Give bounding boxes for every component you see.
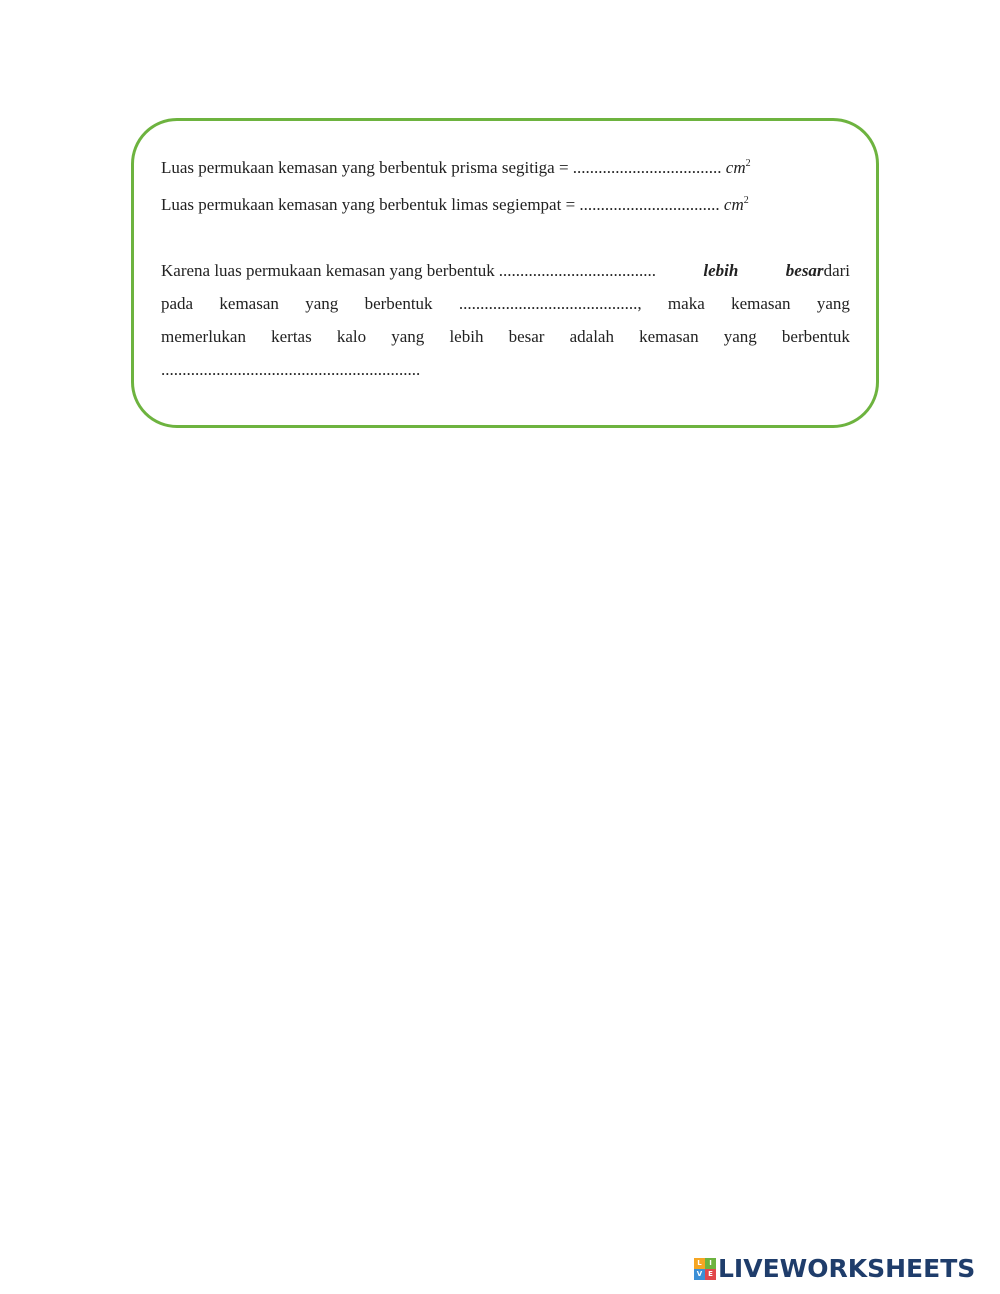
word: kemasan	[731, 294, 791, 313]
logo-letter: I	[705, 1258, 716, 1269]
word: berbentuk	[364, 294, 433, 313]
prism-surface-area-label: Luas permukaan kemasan yang berbentuk prisma segitiga =	[161, 158, 573, 177]
word: maka	[667, 294, 705, 313]
final-shape-blank[interactable]: .............................................................	[161, 360, 421, 379]
conclusion-row-1	[161, 261, 850, 281]
logo-mark-icon	[694, 1258, 716, 1280]
word: kalo	[336, 327, 367, 346]
word: yang	[305, 294, 339, 313]
word: kertas	[271, 327, 312, 346]
pyramid-surface-area-line	[161, 195, 749, 215]
smaller-shape-blank[interactable]: ..........................................,	[458, 294, 642, 313]
larger-shape-blank[interactable]: .....................................	[498, 261, 656, 280]
word: kemasan	[639, 327, 699, 346]
liveworksheets-logo	[694, 1256, 975, 1282]
word: adalah	[569, 327, 614, 346]
word: pada	[161, 294, 194, 313]
logo-letter: E	[705, 1269, 716, 1280]
pyramid-unit-base: cm	[723, 195, 744, 214]
prism-surface-area-line	[161, 158, 751, 178]
pyramid-unit-exponent: 2	[743, 195, 749, 206]
word: yang	[391, 327, 425, 346]
word: berbentuk	[781, 327, 850, 346]
conclusion-text-start: Karena luas permukaan kemasan yang berbentuk	[161, 261, 495, 280]
pyramid-surface-area-label: Luas permukaan kemasan yang berbentuk limas segiempat =	[161, 195, 580, 214]
logo-letter: L	[694, 1258, 705, 1269]
pyramid-unit	[724, 195, 749, 214]
prism-unit-base: cm	[725, 158, 746, 177]
word: yang	[816, 294, 850, 313]
prism-unit	[726, 158, 751, 177]
logo-letter: V	[694, 1269, 705, 1280]
word: besar	[508, 327, 545, 346]
word: kemasan	[219, 294, 279, 313]
conclusion-text-dari: dari	[823, 261, 850, 280]
logo-wordmark: LIVEWORKSHEETS	[718, 1254, 976, 1283]
conclusion-row-2	[161, 294, 850, 314]
word: memerlukan	[161, 327, 246, 346]
word: lebih	[449, 327, 484, 346]
prism-answer-blank[interactable]: ...................................	[572, 158, 722, 177]
pyramid-answer-blank[interactable]: .................................	[579, 195, 720, 214]
emphasis-lebih-besar: lebih besar	[703, 261, 824, 280]
conclusion-row-3	[161, 327, 850, 347]
word: yang	[723, 327, 757, 346]
prism-unit-exponent: 2	[745, 158, 751, 169]
conclusion-row-4	[161, 360, 850, 380]
